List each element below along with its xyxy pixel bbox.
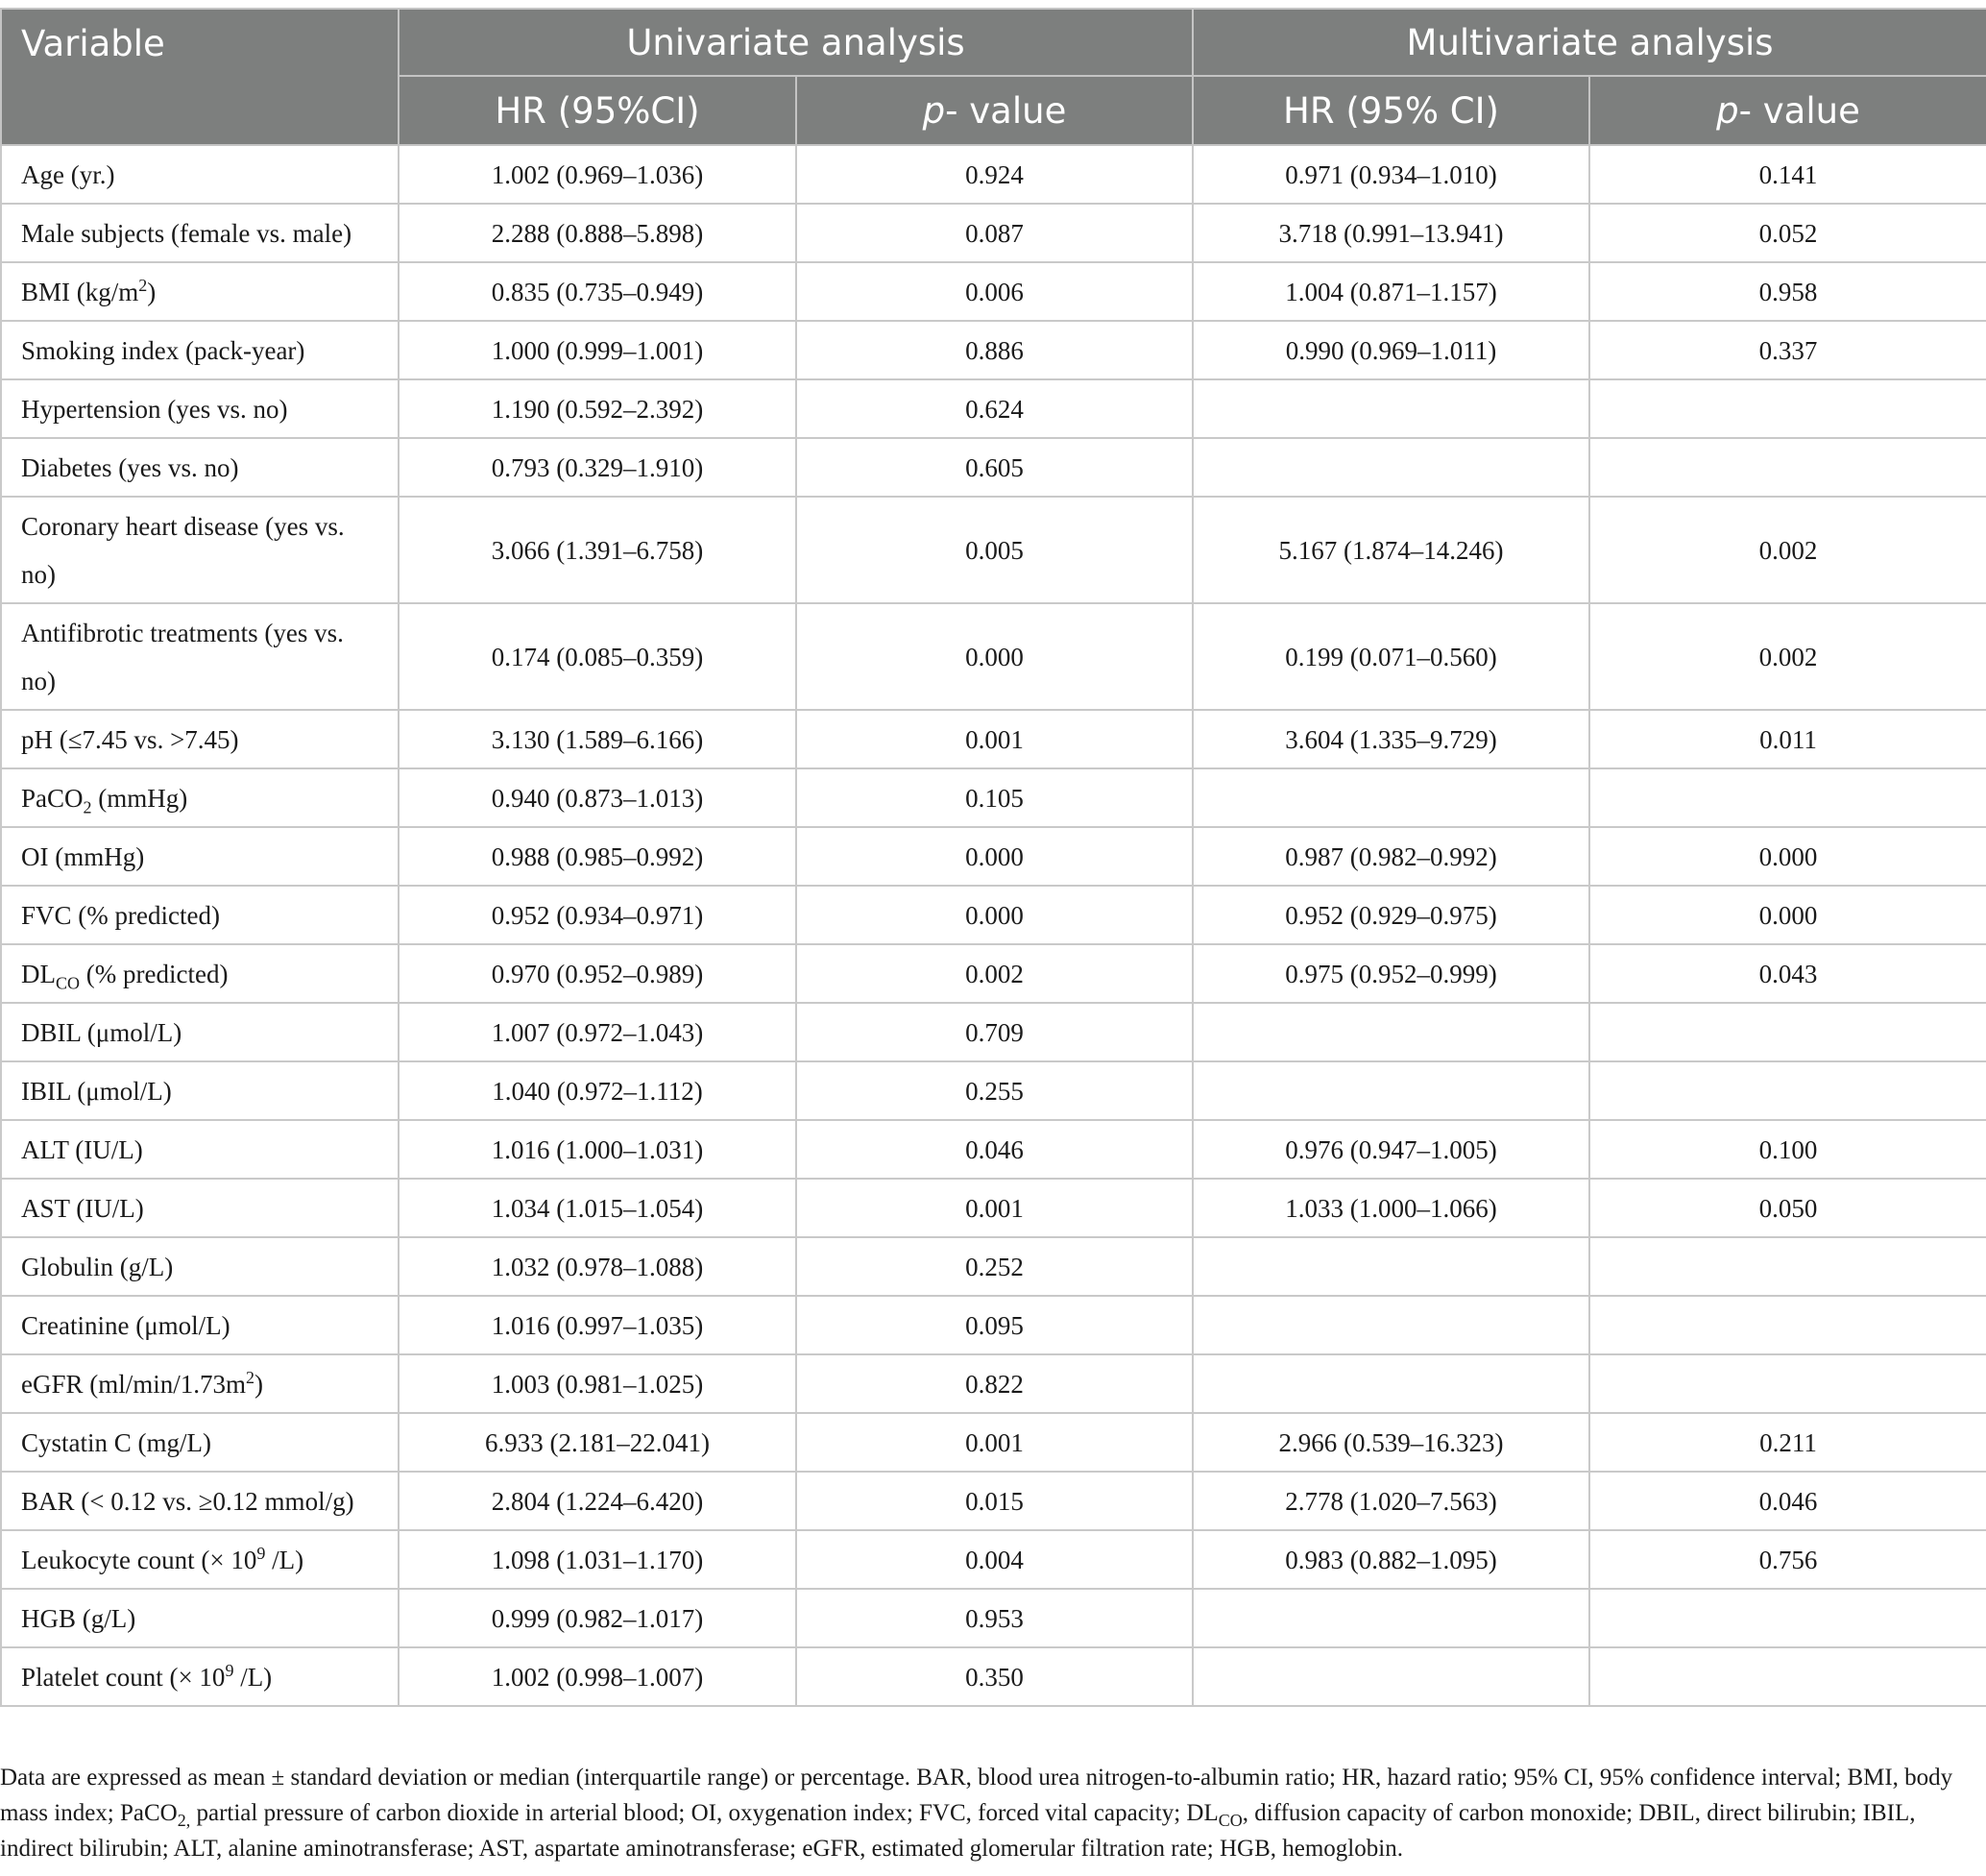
cell-variable [1, 944, 399, 1003]
table-row [1, 1061, 1986, 1120]
cell-variable [1, 768, 399, 827]
cell-univariate-hr: 1.016 (1.000–1.031) [399, 1120, 796, 1179]
cell-multivariate-hr [1193, 1061, 1589, 1120]
cell-multivariate-p [1589, 1061, 1986, 1120]
table-row [1, 379, 1986, 438]
cell-univariate-p: 0.252 [796, 1237, 1193, 1296]
table-row [1, 321, 1986, 379]
cell-variable [1, 321, 399, 379]
cell-variable [1, 145, 399, 204]
variable-label: Globulin (g/L) [21, 1252, 174, 1281]
table-row [1, 1530, 1986, 1589]
variable-label: DBIL (μmol/L) [21, 1017, 182, 1047]
cell-variable [1, 1296, 399, 1354]
cell-multivariate-hr: 3.718 (0.991–13.941) [1193, 204, 1589, 262]
variable-label: OI (mmHg) [21, 841, 145, 871]
variable-label-line1: Coronary heart disease (yes vs. [21, 511, 345, 541]
cell-multivariate-hr [1193, 1354, 1589, 1413]
variable-label-suffix: (% predicted) [80, 959, 229, 988]
table-body [1, 145, 1986, 1706]
table-row [1, 497, 1986, 603]
variable-superscript: 9 [225, 1660, 234, 1680]
cell-univariate-hr: 0.999 (0.982–1.017) [399, 1589, 796, 1647]
table-row [1, 1003, 1986, 1061]
cell-multivariate-hr: 0.983 (0.882–1.095) [1193, 1530, 1589, 1589]
cell-univariate-hr: 1.034 (1.015–1.054) [399, 1179, 796, 1237]
variable-label-suffix: /L) [233, 1662, 273, 1692]
cell-variable [1, 1003, 399, 1061]
cell-multivariate-hr [1193, 1003, 1589, 1061]
table-row [1, 1589, 1986, 1647]
variable-label: IBIL (μmol/L) [21, 1076, 172, 1106]
cell-univariate-p: 0.004 [796, 1530, 1193, 1589]
cell-variable [1, 497, 399, 603]
variable-label-suffix: ) [254, 1369, 264, 1399]
table-row [1, 1647, 1986, 1706]
header-multivariate-hr: HR (95% CI) [1193, 76, 1589, 145]
cell-univariate-p: 0.624 [796, 379, 1193, 438]
cell-univariate-p: 0.005 [796, 497, 1193, 603]
cell-univariate-p: 0.105 [796, 768, 1193, 827]
cell-multivariate-hr: 2.966 (0.539–16.323) [1193, 1413, 1589, 1472]
cell-multivariate-hr [1193, 768, 1589, 827]
cell-multivariate-hr [1193, 438, 1589, 497]
cell-univariate-p: 0.001 [796, 710, 1193, 768]
table-row [1, 1413, 1986, 1472]
cell-multivariate-p: 0.141 [1589, 145, 1986, 204]
cell-variable [1, 1179, 399, 1237]
cell-univariate-p: 0.015 [796, 1472, 1193, 1530]
cell-multivariate-hr: 3.604 (1.335–9.729) [1193, 710, 1589, 768]
cell-univariate-hr: 1.098 (1.031–1.170) [399, 1530, 796, 1589]
variable-superscript: 9 [256, 1543, 266, 1563]
cell-univariate-hr: 1.007 (0.972–1.043) [399, 1003, 796, 1061]
cell-univariate-p: 0.953 [796, 1589, 1193, 1647]
cell-multivariate-hr: 0.987 (0.982–0.992) [1193, 827, 1589, 886]
cell-multivariate-hr: 1.033 (1.000–1.066) [1193, 1179, 1589, 1237]
cell-univariate-hr: 2.804 (1.224–6.420) [399, 1472, 796, 1530]
table-row [1, 145, 1986, 204]
cell-multivariate-p [1589, 379, 1986, 438]
cell-multivariate-p: 0.052 [1589, 204, 1986, 262]
variable-label: Male subjects (female vs. male) [21, 218, 352, 248]
cell-multivariate-p [1589, 1647, 1986, 1706]
cell-multivariate-p: 0.002 [1589, 603, 1986, 710]
cell-univariate-p: 0.087 [796, 204, 1193, 262]
cell-variable [1, 603, 399, 710]
cell-univariate-p: 0.255 [796, 1061, 1193, 1120]
cell-variable [1, 1472, 399, 1530]
cell-variable [1, 710, 399, 768]
header-univariate-p [796, 76, 1193, 145]
cell-univariate-hr: 1.002 (0.998–1.007) [399, 1647, 796, 1706]
variable-subscript: 2 [83, 796, 92, 816]
cell-univariate-hr: 0.952 (0.934–0.971) [399, 886, 796, 944]
cell-univariate-p: 0.000 [796, 886, 1193, 944]
footnote-part3: , diffusion capacity of carbon monoxide; DBIL, direct bilirubin; IBIL, indirect bilirubin; ALT, alanine aminotransferase; AST, aspartate aminotransferase; eGFR, estimated glomerular filtration rate; HGB, hemoglobin. [0, 1800, 1916, 1862]
header-multivariate-p [1589, 76, 1986, 145]
cell-multivariate-p: 0.002 [1589, 497, 1986, 603]
header-univariate: Univariate analysis [399, 9, 1193, 76]
cell-variable [1, 1061, 399, 1120]
cell-variable [1, 1589, 399, 1647]
cell-univariate-p: 0.000 [796, 603, 1193, 710]
variable-label: Smoking index (pack-year) [21, 335, 305, 365]
variable-label: Platelet count (× 10 [21, 1662, 226, 1692]
cell-univariate-hr: 6.933 (2.181–22.041) [399, 1413, 796, 1472]
cell-multivariate-p: 0.046 [1589, 1472, 1986, 1530]
cell-multivariate-hr: 2.778 (1.020–7.563) [1193, 1472, 1589, 1530]
table-row [1, 1296, 1986, 1354]
cell-variable [1, 1530, 399, 1589]
table-row [1, 603, 1986, 710]
cell-variable [1, 1647, 399, 1706]
footnote-sub1: 2, [177, 1811, 191, 1830]
variable-label-line1: Antifibrotic treatments (yes vs. [21, 618, 344, 647]
cell-univariate-hr: 1.040 (0.972–1.112) [399, 1061, 796, 1120]
cell-multivariate-p: 0.011 [1589, 710, 1986, 768]
cell-multivariate-p: 0.756 [1589, 1530, 1986, 1589]
cox-regression-table [0, 8, 1986, 1707]
variable-subscript: CO [56, 972, 81, 992]
cell-univariate-hr: 0.174 (0.085–0.359) [399, 603, 796, 710]
cell-multivariate-hr: 0.976 (0.947–1.005) [1193, 1120, 1589, 1179]
cell-variable [1, 438, 399, 497]
cell-univariate-hr: 3.130 (1.589–6.166) [399, 710, 796, 768]
variable-label: AST (IU/L) [21, 1193, 144, 1223]
variable-label-suffix: /L) [265, 1545, 304, 1574]
cell-univariate-hr: 2.288 (0.888–5.898) [399, 204, 796, 262]
cell-multivariate-p [1589, 1296, 1986, 1354]
table-row [1, 1472, 1986, 1530]
cell-univariate-p: 0.924 [796, 145, 1193, 204]
cell-univariate-p: 0.001 [796, 1179, 1193, 1237]
cell-univariate-p: 0.002 [796, 944, 1193, 1003]
cell-multivariate-hr: 5.167 (1.874–14.246) [1193, 497, 1589, 603]
header-univariate-hr: HR (95%CI) [399, 76, 796, 145]
table-row [1, 204, 1986, 262]
footnote-sub2: CO [1218, 1811, 1243, 1830]
table-row [1, 944, 1986, 1003]
variable-label: Leukocyte count (× 10 [21, 1545, 257, 1574]
variable-label-line2: no) [21, 666, 56, 695]
header-multivariate: Multivariate analysis [1193, 9, 1986, 76]
cell-multivariate-hr [1193, 379, 1589, 438]
cell-univariate-p: 0.001 [796, 1413, 1193, 1472]
cell-multivariate-p [1589, 1237, 1986, 1296]
table-row [1, 1354, 1986, 1413]
variable-label: PaCO [21, 783, 84, 813]
cell-multivariate-p [1589, 768, 1986, 827]
table-row [1, 1179, 1986, 1237]
cell-variable [1, 379, 399, 438]
cell-multivariate-p: 0.958 [1589, 262, 1986, 321]
header-variable: Variable [1, 9, 399, 145]
cell-univariate-hr: 1.003 (0.981–1.025) [399, 1354, 796, 1413]
variable-label: Creatinine (μmol/L) [21, 1310, 230, 1340]
variable-label: HGB (g/L) [21, 1603, 136, 1633]
cell-univariate-hr: 0.970 (0.952–0.989) [399, 944, 796, 1003]
cell-variable [1, 204, 399, 262]
table-row [1, 262, 1986, 321]
cell-univariate-hr: 0.940 (0.873–1.013) [399, 768, 796, 827]
cell-univariate-hr: 1.016 (0.997–1.035) [399, 1296, 796, 1354]
p-italic: p [922, 89, 946, 132]
table-row [1, 886, 1986, 944]
variable-superscript: 2 [246, 1367, 255, 1387]
cell-univariate-p: 0.350 [796, 1647, 1193, 1706]
cell-multivariate-hr [1193, 1296, 1589, 1354]
cell-variable [1, 1413, 399, 1472]
cell-multivariate-hr: 0.990 (0.969–1.011) [1193, 321, 1589, 379]
cell-multivariate-hr [1193, 1647, 1589, 1706]
table-row [1, 768, 1986, 827]
cell-multivariate-p [1589, 1589, 1986, 1647]
cell-univariate-hr: 1.000 (0.999–1.001) [399, 321, 796, 379]
variable-label-suffix: ) [147, 277, 157, 306]
cell-univariate-p: 0.886 [796, 321, 1193, 379]
variable-label: eGFR (ml/min/1.73m [21, 1369, 247, 1399]
cell-multivariate-p: 0.050 [1589, 1179, 1986, 1237]
variable-label: BAR (< 0.12 vs. ≥0.12 mmol/g) [21, 1486, 354, 1516]
cell-multivariate-p: 0.337 [1589, 321, 1986, 379]
p-italic: p [1716, 89, 1739, 132]
cell-variable [1, 886, 399, 944]
table-footnote [0, 1760, 1967, 1866]
cell-univariate-p: 0.605 [796, 438, 1193, 497]
cell-univariate-hr: 1.032 (0.978–1.088) [399, 1237, 796, 1296]
cell-univariate-p: 0.000 [796, 827, 1193, 886]
variable-label: Cystatin C (mg/L) [21, 1427, 211, 1457]
results-table-container [0, 8, 1986, 1707]
table-row [1, 438, 1986, 497]
table-row [1, 1120, 1986, 1179]
footnote-part2: partial pressure of carbon dioxide in arterial blood; OI, oxygenation index; FVC, forced vital capacity; DL [190, 1800, 1219, 1826]
cell-multivariate-hr: 0.199 (0.071–0.560) [1193, 603, 1589, 710]
cell-multivariate-p [1589, 1003, 1986, 1061]
variable-label-line2: no) [21, 559, 56, 589]
p-rest: - value [945, 89, 1067, 132]
cell-univariate-p: 0.095 [796, 1296, 1193, 1354]
variable-label: Diabetes (yes vs. no) [21, 452, 239, 482]
variable-label: Hypertension (yes vs. no) [21, 394, 288, 424]
variable-label: ALT (IU/L) [21, 1134, 143, 1164]
cell-variable [1, 1354, 399, 1413]
cell-univariate-hr: 3.066 (1.391–6.758) [399, 497, 796, 603]
cell-variable [1, 827, 399, 886]
cell-multivariate-p: 0.043 [1589, 944, 1986, 1003]
cell-multivariate-p: 0.000 [1589, 827, 1986, 886]
variable-superscript: 2 [138, 275, 148, 295]
variable-label: Age (yr.) [21, 159, 115, 189]
cell-univariate-p: 0.709 [796, 1003, 1193, 1061]
cell-multivariate-p [1589, 438, 1986, 497]
table-row [1, 710, 1986, 768]
cell-multivariate-hr: 0.952 (0.929–0.975) [1193, 886, 1589, 944]
cell-univariate-hr: 1.190 (0.592–2.392) [399, 379, 796, 438]
cell-variable [1, 1120, 399, 1179]
cell-univariate-p: 0.006 [796, 262, 1193, 321]
cell-univariate-hr: 1.002 (0.969–1.036) [399, 145, 796, 204]
cell-multivariate-hr: 0.975 (0.952–0.999) [1193, 944, 1589, 1003]
cell-univariate-p: 0.046 [796, 1120, 1193, 1179]
variable-label-suffix: (mmHg) [91, 783, 188, 813]
cell-multivariate-hr: 0.971 (0.934–1.010) [1193, 145, 1589, 204]
variable-label: BMI (kg/m [21, 277, 139, 306]
cell-multivariate-hr: 1.004 (0.871–1.157) [1193, 262, 1589, 321]
cell-multivariate-p: 0.211 [1589, 1413, 1986, 1472]
cell-multivariate-p: 0.100 [1589, 1120, 1986, 1179]
cell-multivariate-p [1589, 1354, 1986, 1413]
cell-variable [1, 1237, 399, 1296]
cell-variable [1, 262, 399, 321]
table-header [1, 9, 1986, 145]
cell-univariate-p: 0.822 [796, 1354, 1193, 1413]
cell-multivariate-hr [1193, 1237, 1589, 1296]
cell-multivariate-p: 0.000 [1589, 886, 1986, 944]
table-row [1, 1237, 1986, 1296]
cell-univariate-hr: 0.988 (0.985–0.992) [399, 827, 796, 886]
variable-label: pH (≤7.45 vs. >7.45) [21, 724, 239, 754]
variable-label: DL [21, 959, 56, 988]
p-rest: - value [1738, 89, 1860, 132]
cell-univariate-hr: 0.835 (0.735–0.949) [399, 262, 796, 321]
table-row [1, 827, 1986, 886]
cell-multivariate-hr [1193, 1589, 1589, 1647]
footnote-part1: Data are expressed as mean ± standard deviation or median (interquartile range) or percentage. BAR, blood urea nitrogen-to-albumin ratio; HR, hazard ratio; 95% CI, 95% confidence interval; BMI, body mass index; PaCO [0, 1765, 1953, 1826]
variable-label: FVC (% predicted) [21, 900, 220, 930]
cell-univariate-hr: 0.793 (0.329–1.910) [399, 438, 796, 497]
